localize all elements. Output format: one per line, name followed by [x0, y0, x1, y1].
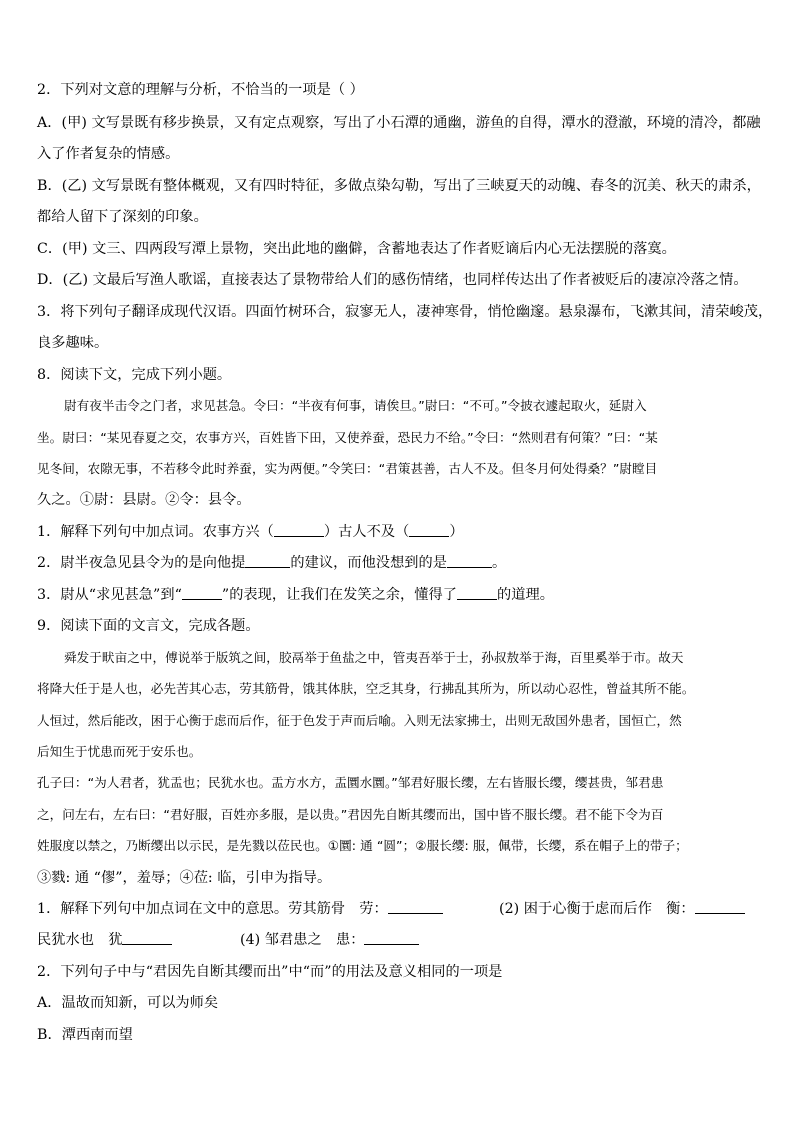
passage-9-line-6: 之，问左右，左右曰：“君好服，百姓亦多服，是以贵。”君因先自断其缨而出，国中皆不服长缨。君不能下令为百	[37, 807, 664, 822]
option-a-cont: 入了作者复杂的情感。	[37, 146, 180, 162]
section-8-q1	[37, 523, 464, 541]
question-3: 3．将下列句子翻译成现代汉语。四面竹树环合，寂寥无人，凄神寒骨，悄怆幽邃。悬泉瀑布，飞漱其间，清荣峻茂，	[37, 304, 773, 320]
answer-blank	[364, 932, 419, 945]
passage-9-line-2: 将降大任于是人也，必先苦其心志，劳其筋骨，饿其体肤，空乏其身，行拂乱其所为，所以动心忍性，曾益其所不能。	[37, 681, 695, 696]
section-9-q1-part4	[240, 931, 419, 949]
answer-blank	[388, 901, 443, 914]
q1-text-a: 1．解释下列句中加点词。农事方兴（	[37, 524, 274, 540]
answer-blank	[447, 555, 492, 568]
option-a: A．(甲) 文写景既有移步换景，又有定点观察，写出了小石潭的通幽，游鱼的自得，潭水的澄澈，环境的清冷，都融	[37, 115, 761, 131]
q9-1-text-b: (2) 困于心衡于虑而后作 衡：	[499, 901, 695, 917]
question-3-cont: 良多趣味。	[37, 335, 109, 351]
option-c: C．(甲) 文三、四两段写潭上景物，突出此地的幽僻，含蓄地表达了作者贬谪后内心无法摆脱的落寞。	[37, 241, 676, 257]
q3-text-b: ”的表现，让我们在发笑之余，懂得了	[221, 587, 457, 603]
q1-text-c: ）	[449, 524, 464, 540]
passage-8-line-3: 见冬间，农隙无事，不若移令此时养蚕，实为两便。”令笑曰：“君策甚善，古人不及。但冬月何处得桑？”尉瞠目	[37, 461, 658, 476]
section-8-q3	[37, 586, 554, 604]
q1-text-b: ）古人不及（	[323, 524, 410, 540]
passage-9-line-4: 后知生于忧患而死于安乐也。	[37, 744, 202, 759]
answer-blank	[245, 555, 290, 568]
answer-blank	[695, 901, 745, 914]
answer-blank	[122, 932, 172, 945]
q9-1-text-c: 民犹水也 犹	[37, 932, 123, 948]
section-8-q2	[37, 554, 506, 572]
passage-9-line-7: 姓服度以禁之，乃断缨出以示民，是先戮以莅民也。①圜: 通 “圆”；②服长缨: 服，佩带，长缨，系在帽子上的带子；	[37, 838, 688, 853]
q3-text-c: 的道理。	[497, 587, 554, 603]
section-9-q1-part3	[37, 931, 172, 949]
section-9-q1-part2	[499, 900, 745, 918]
section-8-heading: 8．阅读下文，完成下列小题。	[37, 367, 232, 383]
q2-text-c: 。	[492, 555, 507, 571]
section-9-heading: 9．阅读下面的文言文，完成各题。	[37, 618, 260, 634]
option-b: B．(乙) 文写景既有整体概观，又有四时特征，多做点染勾勒，写出了三峡夏天的动魄、春冬的沉美、秋天的肃杀，	[37, 178, 761, 194]
passage-9-line-5: 孔子曰：“为人君者，犹盂也；民犹水也。盂方水方，盂圜水圜。”邹君好服长缨，左右皆服长缨，缨甚贵，邹君患	[37, 775, 664, 790]
answer-blank	[182, 587, 222, 600]
passage-9-line-1: 舜发于畎亩之中，傅说举于版筑之间，胶鬲举于鱼盐之中，管夷吾举于士，孙叔敖举于海，百里奚举于市。故天	[64, 650, 684, 665]
option-d: D．(乙) 文最后写渔人歌谣，直接表达了景物带给人们的感伤情绪，也同样传达出了作者被贬后的凄凉冷落之情。	[37, 272, 748, 288]
passage-8-line-2: 坐。尉曰：“某见春夏之交，农事方兴，百姓皆下田，又使养蚕，恐民力不给。”令曰：“然则君有何策？”曰：“某	[37, 430, 658, 445]
answer-blank	[409, 524, 449, 537]
passage-8-line-1: 尉有夜半击令之门者，求见甚急。令曰：“半夜有何事，请俟旦。”尉曰：“不可。”令披衣遽起取火，延尉入	[64, 398, 647, 413]
section-9-q1	[37, 900, 443, 918]
passage-8-notes: 久之。①尉：县尉。②令：县令。	[37, 492, 251, 508]
q9-1-text-a: 1．解释下列句中加点词在文中的意思。劳其筋骨 劳：	[37, 901, 388, 917]
q2-text-a: 2．尉半夜急见县令为的是向他提	[37, 555, 246, 571]
option-b-cont: 都给人留下了深刻的印象。	[37, 209, 208, 225]
passage-9-line-3: 人恒过，然后能改，困于心衡于虑而后作，征于色发于声而后喻。入则无法家拂士，出则无敌国外患者，国恒亡，然	[37, 713, 682, 728]
section-9-option-b: B．潭西南而望	[37, 1027, 133, 1043]
passage-9-notes: ③戮: 通 “僇”，羞辱；④莅: 临，引申为指导。	[37, 870, 332, 886]
section-9-q2: 2．下列句子中与“君因先自断其缨而出”中“而”的用法及意义相同的一项是	[37, 964, 503, 980]
answer-blank	[457, 587, 497, 600]
answer-blank	[274, 524, 324, 537]
q3-text-a: 3．尉从“求见甚急”到“	[37, 587, 182, 603]
q9-1-text-d: (4) 邹君患之 患：	[240, 932, 365, 948]
question-2-stem: 2．下列对文意的理解与分析，不恰当的一项是（ ）	[37, 82, 364, 98]
q2-text-b: 的建议，而他没想到的是	[290, 555, 448, 571]
section-9-option-a: A．温故而知新，可以为师矣	[37, 995, 219, 1011]
